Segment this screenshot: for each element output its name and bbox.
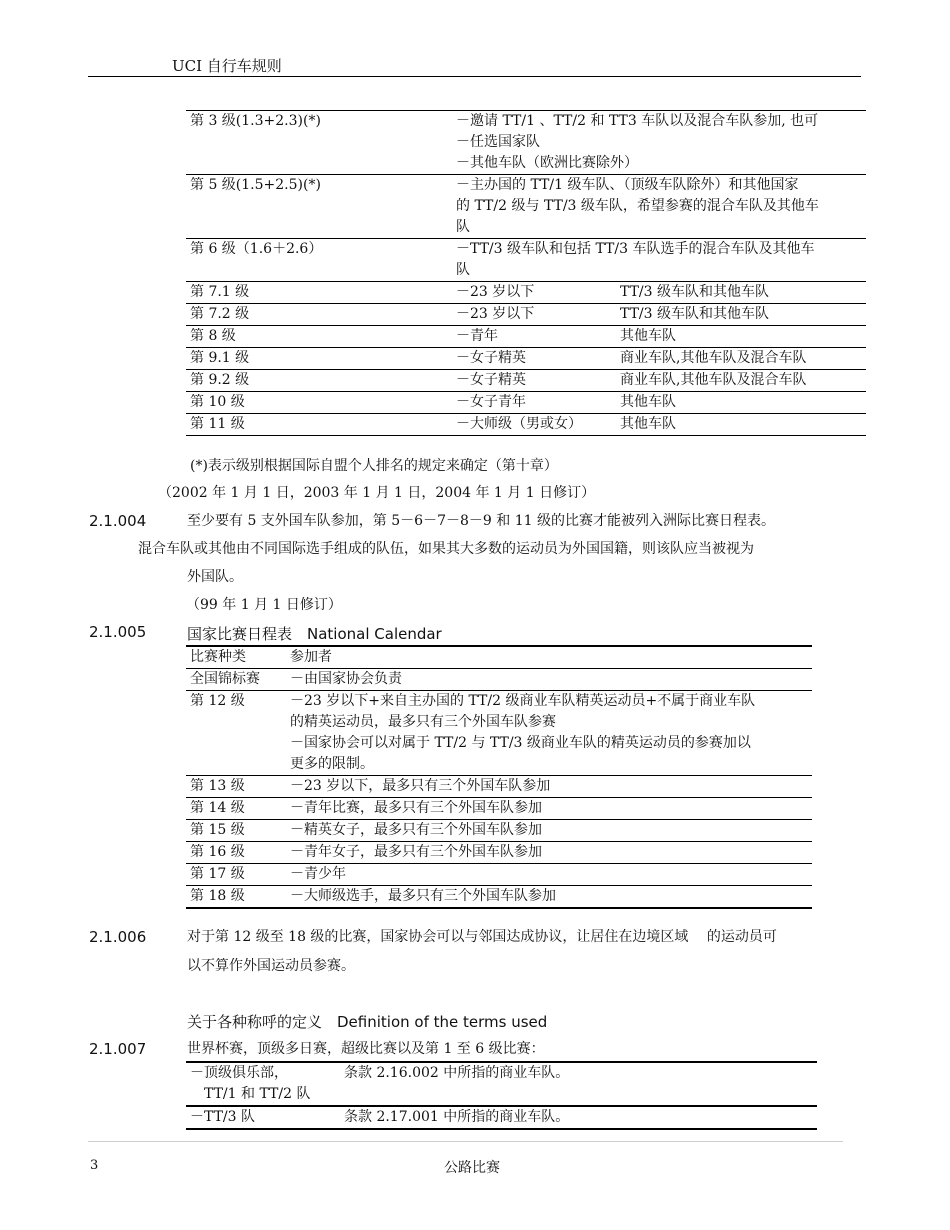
table-row (186, 239, 866, 282)
participants-cell: －青年女子，最多只有三个外国车队参加 (290, 844, 542, 860)
participants-cell (452, 282, 866, 304)
category-cell: 第 9.2 级 (190, 372, 250, 388)
column-header: 比赛种类 (190, 649, 246, 665)
footer-title: 公路比赛 (444, 1160, 500, 1176)
participants-line: 队 (456, 219, 470, 235)
term-cell: －TT/3 队 (190, 1109, 256, 1125)
table-header-row (186, 646, 812, 669)
table-row (186, 669, 812, 691)
revision-note: （99 年 1 月 1 日修订） (186, 597, 342, 613)
category-cell: 第 17 级 (190, 866, 245, 882)
participants-cell (286, 691, 812, 776)
age-group: －大师级（男或女） (456, 416, 582, 432)
participants-cell (452, 326, 866, 348)
column-header: 参加者 (290, 649, 332, 665)
table-row (186, 370, 866, 392)
age-group: －女子青年 (456, 394, 526, 410)
participants-cell (452, 304, 866, 326)
section-number: 2.1.004 (89, 512, 147, 530)
definitions-table (186, 1061, 817, 1130)
team-type: 其他车队 (620, 328, 676, 344)
age-group: －23 岁以下 (456, 284, 535, 300)
team-type: TT/3 级车队和其他车队 (620, 284, 770, 300)
category-cell: 第 7.2 级 (190, 306, 250, 322)
team-type: 商业车队,其他车队及混合车队 (620, 350, 807, 366)
section-text: 外国队。 (187, 569, 243, 585)
table-row (186, 304, 866, 326)
table-row (186, 282, 866, 304)
table-row (186, 326, 866, 348)
section-title: 关于各种称呼的定义 Definition of the terms used (187, 1013, 548, 1031)
team-type: TT/3 级车队和其他车队 (620, 306, 770, 322)
section-text: 以不算作外国运动员参赛。 (187, 958, 355, 974)
definition-cell: 条款 2.17.001 中所指的商业车队。 (344, 1109, 570, 1125)
participants-line: 的精英运动员，最多只有三个外国车队参赛 (290, 714, 556, 730)
table-row (186, 111, 866, 175)
section-text: 至少要有 5 支外国车队参加，第 5－6－7－8－9 和 11 级的比赛才能被列入洲际比赛日程表。 (187, 513, 775, 529)
table-row (186, 886, 812, 909)
age-group: －女子精英 (456, 350, 526, 366)
team-type: 其他车队 (620, 416, 676, 432)
category-cell: 第 12 级 (190, 693, 245, 709)
section-text: 对于第 12 级至 18 级的比赛，国家协会可以与邻国达成协议，让居住在边境区域 的运动员可 (187, 929, 777, 945)
table-row (186, 864, 812, 886)
table-row (186, 414, 866, 436)
category-cell: 第 8 级 (190, 328, 236, 344)
participants-line: 更多的限制。 (290, 756, 374, 772)
term-line: －顶级俱乐部， (190, 1065, 288, 1081)
section-number: 2.1.005 (89, 623, 147, 641)
section-number: 2.1.007 (89, 1040, 147, 1058)
definition-cell: 条款 2.16.002 中所指的商业车队。 (344, 1065, 570, 1081)
participants-cell: －青少年 (290, 866, 346, 882)
category-cell: 第 6 级（1.6＋2.6） (190, 241, 323, 257)
section-text: 世界杯赛，顶级多日赛，超级比赛以及第 1 至 6 级比赛： (187, 1041, 545, 1057)
participants-cell (452, 239, 866, 282)
category-cell: 第 10 级 (190, 394, 245, 410)
participants-cell (452, 414, 866, 436)
participants-cell: －精英女子，最多只有三个外国车队参加 (290, 822, 542, 838)
revision-note: （2002 年 1 月 1 日，2003 年 1 月 1 日，2004 年 1 月 1 日修订） (158, 485, 596, 501)
participants-cell (452, 392, 866, 414)
participants-cell: －23 岁以下，最多只有三个外国车队参加 (290, 778, 551, 794)
category-cell: 第 15 级 (190, 822, 245, 838)
participants-line: －TT/3 级车队和包括 TT/3 车队选手的混合车队及其他车 (456, 241, 815, 257)
table-footnote: (*)表示级别根据国际自盟个人排名的规定来确定（第十章） (190, 458, 558, 474)
category-cell: 全国锦标赛 (190, 671, 260, 687)
age-group: －青年 (456, 328, 498, 344)
team-type: 商业车队,其他车队及混合车队 (620, 372, 807, 388)
category-cell: 第 14 级 (190, 800, 245, 816)
table-row (186, 348, 866, 370)
table-row (186, 842, 812, 864)
participants-line: －国家协会可以对属于 TT/2 与 TT/3 级商业车队的精英运动员的参赛加以 (290, 735, 751, 751)
table-row (186, 691, 812, 776)
participants-line: －23 岁以下+来自主办国的 TT/2 级商业车队精英运动员+不属于商业车队 (290, 693, 756, 709)
age-group: －23 岁以下 (456, 306, 535, 322)
table-row (186, 776, 812, 798)
table-row (186, 820, 812, 842)
term-line: TT/1 和 TT/2 队 (204, 1086, 311, 1102)
participants-cell (452, 111, 866, 175)
category-cell: 第 18 级 (190, 888, 245, 904)
category-cell: 第 9.1 级 (190, 350, 250, 366)
category-cell: 第 7.1 级 (190, 284, 250, 300)
participants-line: 的 TT/2 级与 TT/3 级车队，希望参赛的混合车队及其他车 (456, 198, 819, 214)
national-calendar-table (186, 645, 812, 909)
participants-cell: －大师级选手，最多只有三个外国车队参加 (290, 888, 556, 904)
table-row (186, 392, 866, 414)
participants-cell (452, 370, 866, 392)
age-group: －女子精英 (456, 372, 526, 388)
footer-rule (88, 1141, 843, 1142)
section-number: 2.1.006 (89, 928, 147, 946)
participants-cell: －由国家协会负责 (290, 671, 402, 687)
participants-line: 队 (456, 262, 470, 278)
participants-line: －主办国的 TT/1 级车队、（顶级车队除外）和其他国家 (456, 177, 799, 193)
section-title: 国家比赛日程表 National Calendar (187, 625, 442, 643)
table-row (186, 175, 866, 239)
team-type: 其他车队 (620, 394, 676, 410)
page-number: 3 (90, 1158, 99, 1173)
term-cell (186, 1062, 340, 1106)
section-text: 混合车队或其他由不同国际选手组成的队伍，如果其大多数的运动员为外国国籍，则该队应当被视为 (138, 541, 754, 557)
table-row (186, 1106, 817, 1129)
category-cell: 第 11 级 (190, 416, 245, 432)
participants-cell: －青年比赛，最多只有三个外国车队参加 (290, 800, 542, 816)
participants-line: －其他车队（欧洲比赛除外） (456, 155, 638, 171)
participants-cell (452, 348, 866, 370)
participants-cell (452, 175, 866, 239)
category-participants-table (186, 110, 866, 436)
category-cell: 第 13 级 (190, 778, 245, 794)
category-cell: 第 5 级(1.5+2.5)(*) (190, 177, 321, 193)
category-cell: 第 3 级(1.3+2.3)(*) (190, 113, 321, 129)
category-cell: 第 16 级 (190, 844, 245, 860)
header-rule (88, 76, 861, 77)
participants-line: －任选国家队 (456, 134, 540, 150)
participants-line: －邀请 TT/1 、TT/2 和 TT3 车队以及混合车队参加, 也可 (456, 113, 819, 129)
page-header-title: UCI 自行车规则 (172, 57, 282, 75)
table-row (186, 798, 812, 820)
table-row (186, 1062, 817, 1106)
